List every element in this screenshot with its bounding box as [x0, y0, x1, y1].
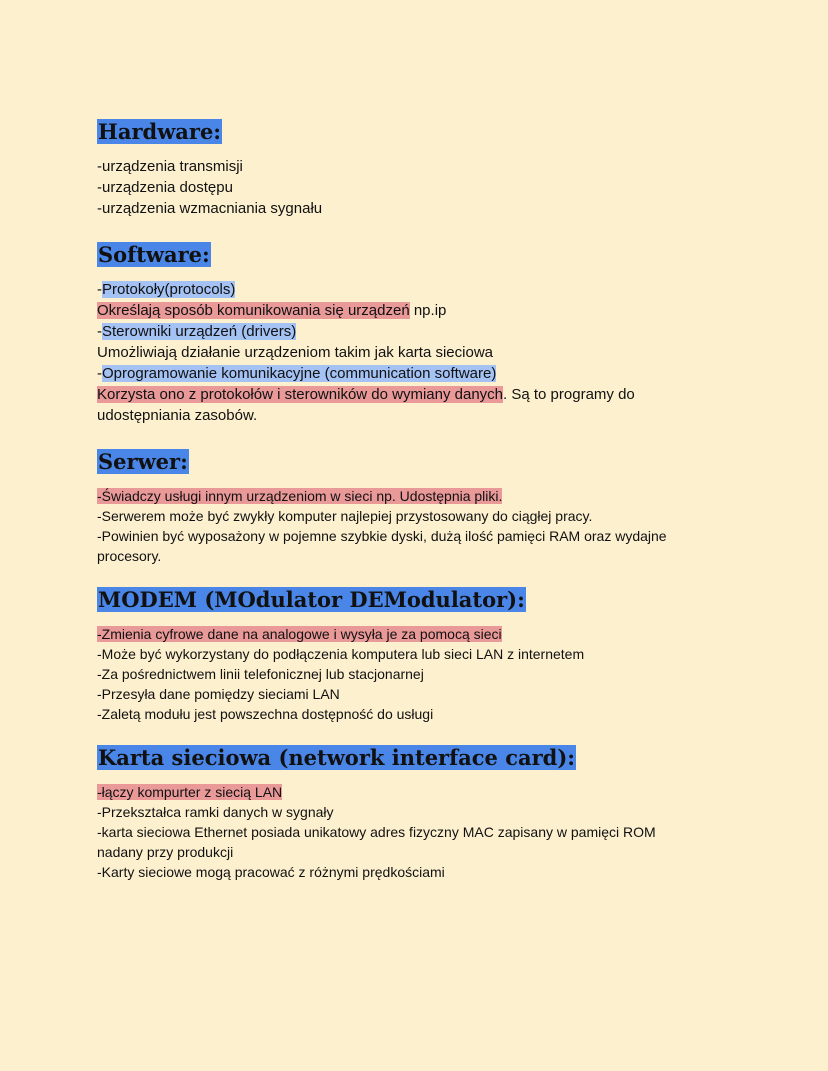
text-line: -Świadczy usługi innym urządzeniom w sieci np. Udostępnia pliki. — [97, 488, 503, 504]
text-line: -Zaletą modułu jest powszechna dostępność do usługi — [97, 706, 434, 722]
section-body — [97, 782, 737, 882]
text-line: -Powinien być wyposażony w pojemne szybkie dyski, dużą ilość pamięci RAM oraz wydajne — [97, 528, 667, 544]
text-line: -urządzenia wzmacniania sygnału — [97, 200, 323, 217]
section-body — [97, 279, 737, 426]
text-line: -Za pośrednictwem linii telefonicznej lub stacjonarnej — [97, 666, 424, 682]
section-hardware — [97, 118, 737, 219]
text-line: -urządzenia transmisji — [97, 158, 243, 175]
text-line: -urządzenia dostępu — [97, 179, 233, 196]
section-body — [97, 624, 737, 724]
text-line: -Karty sieciowe mogą pracować z różnymi prędkościami — [97, 864, 445, 880]
text-line: -Serwerem może być zwykły komputer najlepiej przystosowany do ciągłej pracy. — [97, 508, 593, 524]
document-page — [97, 118, 737, 898]
section-heading: Software: — [98, 242, 210, 267]
text-line: -Przekształca ramki danych w sygnały — [97, 804, 334, 820]
text-line: udostępniania zasobów. — [97, 407, 258, 424]
section-serwer — [97, 448, 737, 566]
text-line: -Zmienia cyfrowe dane na analogowe i wysyła je za pomocą sieci — [97, 626, 502, 642]
section-body — [97, 486, 737, 566]
text-line: -Oprogramowanie komunikacyjne (communication software) — [97, 365, 497, 382]
section-heading: Hardware: — [98, 119, 222, 144]
section-software — [97, 241, 737, 426]
text-line: -Protokoły(protocols) — [97, 281, 236, 298]
section-body — [97, 156, 737, 219]
section-heading: Serwer: — [98, 449, 188, 474]
section-heading: Karta sieciowa (network interface card): — [98, 745, 576, 770]
text-line: Umożliwiają działanie urządzeniom takim jak karta sieciowa — [97, 344, 493, 361]
text-line: Korzysta ono z protokołów i sterowników do wymiany danych. Są to programy do — [97, 386, 635, 403]
text-line: -łączy kompurter z siecią LAN — [97, 784, 283, 800]
text-line: procesory. — [97, 548, 162, 564]
text-line: -Sterowniki urządzeń (drivers) — [97, 323, 297, 340]
text-line: -Może być wykorzystany do podłączenia komputera lub sieci LAN z internetem — [97, 646, 585, 662]
text-line: -Przesyła dane pomiędzy sieciami LAN — [97, 686, 340, 702]
section-karta-sieciowa — [97, 744, 737, 882]
text-line: nadany przy produkcji — [97, 844, 234, 860]
text-line: Określają sposób komunikowania się urządzeń np.ip — [97, 302, 447, 319]
text-line: -karta sieciowa Ethernet posiada unikatowy adres fizyczny MAC zapisany w pamięci ROM — [97, 824, 656, 840]
section-heading: MODEM (MOdulator DEModulator): — [98, 587, 525, 612]
section-modem — [97, 586, 737, 724]
